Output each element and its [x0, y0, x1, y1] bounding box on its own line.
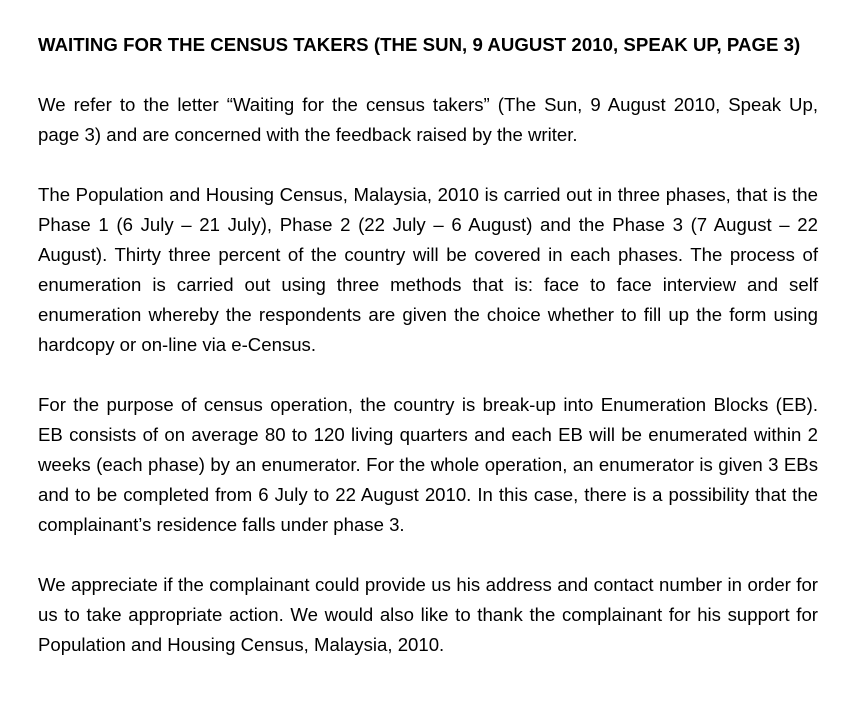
- document-page: [38, 30, 818, 660]
- paragraph-enumeration-blocks: For the purpose of census operation, the country is break-up into Enumeration Blocks (EB). EB consists of on average 80 to 120 living quarters and each EB will be enumerated within 2 weeks (each phase) by an enumerator. For the whole operation, an enumerator is given 3 EBs and to be completed from 6 July to 22 August 2010. In this case, there is a possibility that the complainant’s residence falls under phase 3.: [38, 394, 818, 535]
- document-heading: WAITING FOR THE CENSUS TAKERS (THE SUN, 9 AUGUST 2010, SPEAK UP, PAGE 3): [38, 34, 801, 55]
- paragraph-letter-reference: We refer to the letter “Waiting for the census takers” (The Sun, 9 August 2010, Speak Up, page 3) and are concerned with the feedback raised by the writer.: [38, 94, 818, 145]
- paragraph-closing: We appreciate if the complainant could provide us his address and contact number in order for us to take appropriate action. We would also like to thank the complainant for his support for Population and Housing Census, Malaysia, 2010.: [38, 574, 818, 655]
- paragraph-census-phases: The Population and Housing Census, Malaysia, 2010 is carried out in three phases, that is the Phase 1 (6 July – 21 July), Phase 2 (22 July – 6 August) and the Phase 3 (7 August – 22 August). Thirty three percent of the country will be covered in each phases. The process of enumeration is carried out using three methods that is: face to face interview and self enumeration whereby the respondents are given the choice whether to fill up the form using hardcopy or on-line via e-Census.: [38, 184, 818, 355]
